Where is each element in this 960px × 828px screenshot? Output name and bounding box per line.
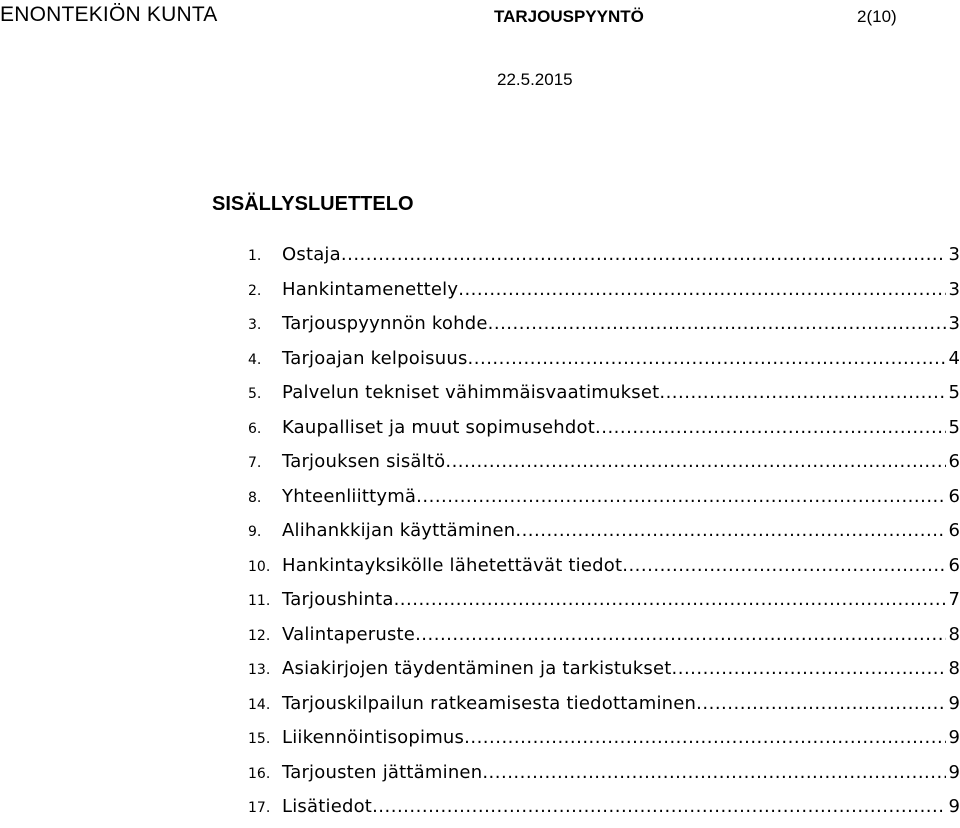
toc-entry-label: Lisätiedot: [282, 796, 373, 817]
toc-entry-label: Ostaja: [282, 244, 341, 265]
toc-entry-number: 1.: [248, 248, 262, 264]
toc-entry-label: Tarjousten jättäminen: [282, 761, 483, 783]
organization-name: ENONTEKIÖN KUNTA: [0, 3, 218, 26]
dot-leader: [468, 345, 946, 373]
toc-entry-label: Tarjouskilpailun ratkeamisesta tiedottaminen: [282, 692, 697, 714]
toc-entry-number: 11.: [248, 593, 271, 609]
toc-entry-page: 5: [948, 382, 960, 403]
toc-entry[interactable]: [248, 517, 960, 552]
toc-entry[interactable]: [248, 621, 960, 656]
toc-entry-page: 6: [948, 520, 960, 541]
toc-entry-number: 2.: [248, 282, 262, 299]
dot-leader: [394, 586, 946, 614]
dot-leader: [415, 621, 946, 649]
toc-entry-label: Hankintayksikölle lähetettävät tiedot: [282, 554, 623, 576]
toc-entry-number: 17.: [248, 800, 271, 816]
dot-leader: [488, 310, 946, 338]
toc-entry-label: Kaupalliset ja muut sopimusehdot: [282, 416, 596, 438]
toc-entry-label: Yhteenliittymä: [282, 485, 417, 507]
toc-entry-page: 9: [948, 796, 960, 817]
toc-entry-page: 9: [948, 761, 960, 783]
toc-entry[interactable]: [248, 724, 960, 759]
toc-entry-label: Asiakirjojen täydentäminen ja tarkistukset: [282, 658, 672, 679]
toc-entry-page: 5: [948, 416, 960, 438]
toc-entry-page: 9: [948, 692, 960, 714]
dot-leader: [595, 414, 946, 442]
dot-leader: [622, 552, 946, 580]
document-type: TARJOUSPYYNTÖ: [494, 7, 644, 26]
toc-entry-page: 6: [948, 554, 960, 576]
toc-entry-number: 12.: [248, 627, 271, 644]
toc-entry[interactable]: [248, 448, 960, 483]
toc-entry[interactable]: [248, 793, 960, 828]
document-date: 22.5.2015: [497, 70, 573, 89]
toc-entry-label: Liikennöintisopimus: [282, 727, 465, 748]
dot-leader: [458, 276, 946, 304]
toc-entry[interactable]: [248, 379, 960, 414]
toc-entry-label: Hankintamenettely: [282, 278, 459, 300]
toc-entry-page: 8: [948, 658, 960, 679]
toc-entry[interactable]: [248, 690, 960, 725]
toc-entry[interactable]: [248, 414, 960, 449]
dot-leader: [482, 759, 946, 787]
toc-entry-label: Palvelun tekniset vähimmäisvaatimukset: [282, 382, 660, 403]
toc-entry-label: Alihankkijan käyttäminen: [282, 520, 516, 541]
dot-leader: [696, 690, 946, 718]
toc-entry-page: 8: [948, 623, 960, 645]
dot-leader: [341, 241, 946, 269]
toc-entry[interactable]: [248, 552, 960, 587]
toc-entry[interactable]: [248, 310, 960, 345]
toc-entry-number: 4.: [248, 351, 262, 368]
toc-entry[interactable]: [248, 759, 960, 794]
toc-entry-number: 13.: [248, 662, 271, 678]
dot-leader: [464, 724, 946, 752]
toc-entry-label: Tarjouksen sisältö: [282, 451, 446, 472]
toc-entry-page: 3: [948, 244, 960, 265]
toc-entry[interactable]: [248, 655, 960, 690]
dot-leader: [515, 517, 946, 545]
toc-entry[interactable]: [248, 483, 960, 518]
toc-entry[interactable]: [248, 276, 960, 311]
toc-entry-page: 6: [948, 485, 960, 507]
toc-entry-number: 8.: [248, 489, 262, 506]
toc-entry-label: Tarjouspyynnön kohde: [282, 313, 488, 334]
toc-entry-number: 16.: [248, 765, 271, 782]
toc-title: SISÄLLYSLUETTELO: [212, 193, 414, 215]
page-number: 2(10): [857, 7, 897, 26]
toc-entry-number: 14.: [248, 696, 271, 713]
toc-entry-number: 7.: [248, 455, 262, 471]
toc-entry-page: 4: [948, 347, 960, 369]
toc-entry-number: 5.: [248, 386, 262, 402]
table-of-contents: [248, 241, 960, 828]
dot-leader: [672, 655, 947, 683]
toc-entry-number: 3.: [248, 317, 262, 333]
toc-entry-page: 6: [948, 451, 960, 472]
toc-entry-label: Tarjoushinta: [282, 589, 394, 610]
toc-entry[interactable]: [248, 345, 960, 380]
toc-entry-page: 3: [948, 313, 960, 334]
toc-entry-page: 3: [948, 278, 960, 300]
toc-entry-number: 9.: [248, 524, 262, 540]
toc-entry-number: 6.: [248, 420, 262, 437]
dot-leader: [372, 793, 946, 821]
toc-entry[interactable]: [248, 586, 960, 621]
toc-entry-number: 10.: [248, 558, 271, 575]
dot-leader: [416, 483, 946, 511]
dot-leader: [659, 379, 946, 407]
toc-entry-page: 7: [948, 589, 960, 610]
toc-entry[interactable]: [248, 241, 960, 276]
toc-entry-page: 9: [948, 727, 960, 748]
dot-leader: [445, 448, 946, 476]
toc-entry-label: Valintaperuste: [282, 623, 416, 645]
toc-entry-number: 15.: [248, 731, 271, 747]
toc-entry-label: Tarjoajan kelpoisuus: [282, 347, 468, 369]
